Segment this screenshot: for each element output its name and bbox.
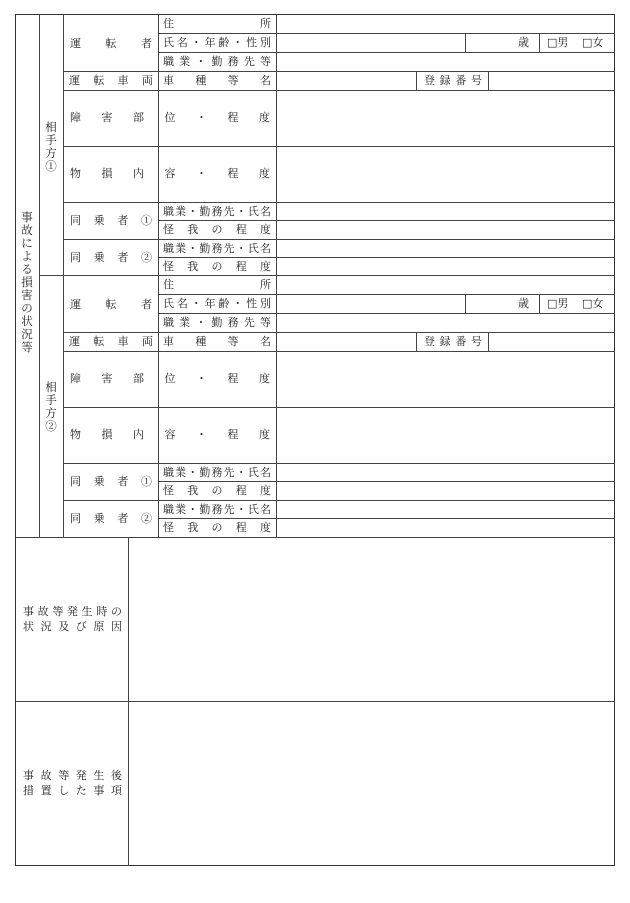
accident-damage-form: [15, 14, 615, 866]
party2-damage-field[interactable]: [277, 408, 615, 463]
party1-occupation-field[interactable]: [277, 53, 615, 71]
injury-label: 障害部位・程度: [70, 111, 270, 124]
party2-passenger1-occ-field[interactable]: [277, 464, 615, 481]
injury-degree-label: 怪我の程度: [163, 223, 271, 236]
party1-passenger1-occ-field[interactable]: [277, 203, 615, 220]
party1-damage-field[interactable]: [277, 147, 615, 202]
measures-label-line1: 事故等発生後: [23, 769, 122, 782]
party2-vehicle-type-field[interactable]: [277, 333, 416, 351]
driver-label: 運 転 者: [70, 37, 152, 50]
party2-address-field[interactable]: [277, 276, 615, 294]
party2-injury-field[interactable]: [277, 352, 615, 407]
party1-age-field[interactable]: [466, 34, 516, 52]
party2-passenger2-injury-field[interactable]: [277, 519, 615, 536]
female-checkbox[interactable]: □女: [582, 297, 604, 310]
passenger1-label: 同乗者①: [70, 214, 152, 227]
female-checkbox[interactable]: □女: [582, 36, 604, 49]
passenger1-label: 同乗者①: [70, 475, 152, 488]
occupation-label: 職業・勤務先等: [163, 55, 271, 68]
circumstances-field[interactable]: [129, 538, 615, 701]
party2-passenger1-injury-field[interactable]: [277, 482, 615, 500]
circumstances-label-line2: 状況及び原因: [23, 620, 122, 633]
party2-reg-number-field[interactable]: [489, 333, 615, 351]
party2-age-field[interactable]: [466, 295, 516, 313]
divider: [416, 71, 417, 90]
vehicle-type-label: 車種等名: [163, 74, 271, 87]
party2-label: 相手方②: [45, 380, 57, 433]
party1-passenger2-injury-field[interactable]: [277, 258, 615, 275]
vehicle-type-label: 車種等名: [163, 335, 271, 348]
divider: [63, 15, 64, 537]
male-checkbox[interactable]: □男: [547, 297, 569, 310]
party1-passenger2-occ-field[interactable]: [277, 240, 615, 257]
reg-number-label: 登録番号: [424, 335, 482, 348]
passenger-occupation-label: 職業・勤務先・氏名: [163, 466, 271, 479]
passenger2-label: 同乗者②: [70, 251, 152, 264]
age-suffix: 歳: [518, 297, 529, 310]
party1-passenger1-injury-field[interactable]: [277, 221, 615, 239]
driver-label: 運 転 者: [70, 298, 152, 311]
damage-status-side-title: 事故による損害の状況等: [21, 210, 33, 354]
party2-occupation-field[interactable]: [277, 314, 615, 332]
reg-number-label: 登録番号: [424, 74, 482, 87]
injury-degree-label: 怪我の程度: [163, 260, 271, 273]
passenger-occupation-label: 職業・勤務先・氏名: [163, 205, 271, 218]
divider: [39, 15, 40, 537]
party2-name-field[interactable]: [277, 295, 465, 313]
passenger-occupation-label: 職業・勤務先・氏名: [163, 503, 271, 516]
passenger-occupation-label: 職業・勤務先・氏名: [163, 242, 271, 255]
male-checkbox[interactable]: □男: [547, 36, 569, 49]
injury-degree-label: 怪我の程度: [163, 484, 271, 497]
party1-injury-field[interactable]: [277, 91, 615, 146]
divider: [539, 33, 540, 52]
injury-degree-label: 怪我の程度: [163, 521, 271, 534]
measures-label-line2: 措置した事項: [23, 784, 122, 797]
damage-label: 物損内容・程度: [70, 167, 270, 180]
vehicle-label: 運転車両: [69, 335, 153, 348]
divider: [158, 15, 159, 537]
circumstances-label-line1: 事故等発生時の: [23, 605, 122, 618]
name-age-sex-label: 氏名・年齢・性別: [163, 297, 271, 310]
damage-label: 物損内容・程度: [70, 428, 270, 441]
party1-vehicle-type-field[interactable]: [277, 72, 416, 90]
injury-label: 障害部位・程度: [70, 372, 270, 385]
divider: [539, 294, 540, 313]
measures-field[interactable]: [129, 702, 615, 866]
party1-label: 相手方①: [45, 120, 57, 173]
passenger2-label: 同乗者②: [70, 512, 152, 525]
occupation-label: 職業・勤務先等: [163, 316, 271, 329]
address-label: 住所: [163, 278, 271, 291]
name-age-sex-label: 氏名・年齢・性別: [163, 36, 271, 49]
party1-reg-number-field[interactable]: [489, 72, 615, 90]
party1-address-field[interactable]: [277, 15, 615, 33]
party2-passenger2-occ-field[interactable]: [277, 501, 615, 518]
address-label: 住所: [163, 17, 271, 30]
party1-name-field[interactable]: [277, 34, 465, 52]
vehicle-label: 運転車両: [69, 74, 153, 87]
age-suffix: 歳: [518, 36, 529, 49]
divider: [416, 332, 417, 351]
